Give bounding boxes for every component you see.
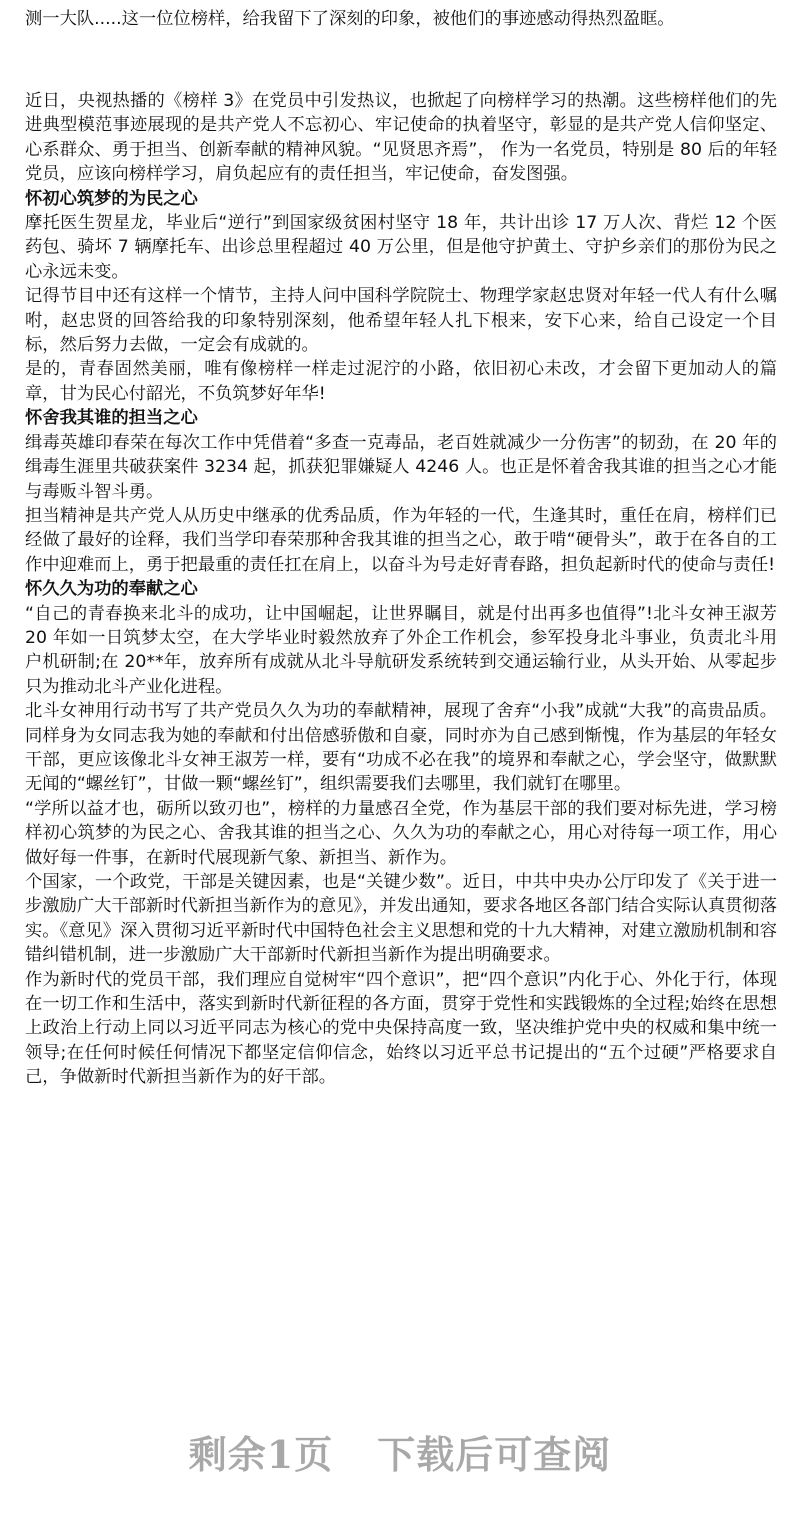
paragraph: 缉毒英雄印春荣在每次工作中凭借着“多查一克毒品，老百姓就减少一分伤害”的韧劲，在 20 年的缉毒生涯里共破获案件 3234 起，抓获犯罪嫌疑人 4246 人。也正是怀着舍我其谁的担当之心才能与毒贩斗智斗勇。 xyxy=(25,432,777,502)
section-heading: 怀久久为功的奉献之心 xyxy=(25,579,198,600)
paragraph: 记得节目中还有这样一个情节，主持人问中国科学院院士、物理学家赵忠贤对年轻一代人有什么嘱咐，赵忠贤的回答给我的印象特别深刻，他希望年轻人扎下根来，安下心来，给自己设定一个目标，然后努力去做，一定会有成就的。 xyxy=(25,286,777,356)
document-body xyxy=(25,89,777,1090)
download-label[interactable]: 下载后可查阅 xyxy=(377,1432,612,1477)
download-prompt[interactable] xyxy=(0,1424,800,1479)
remaining-pages-label[interactable]: 剩余1页 xyxy=(188,1432,334,1477)
intro-tail-text: 测一大队.....这一位位榜样，给我留下了深刻的印象，被他们的事迹感动得热烈盈眶。 xyxy=(25,9,675,29)
section-heading: 怀舍我其谁的担当之心 xyxy=(25,408,198,429)
section-heading: 怀初心筑梦的为民之心 xyxy=(25,188,198,209)
paragraph: 是的，青春固然美丽，唯有像榜样一样走过泥泞的小路，依旧初心未改，才会留下更加动人的篇章，甘为民心付韶光，不负筑梦好年华! xyxy=(25,359,777,404)
paragraph: “学所以益才也，砺所以致刃也”，榜样的力量感召全党，作为基层干部的我们要对标先进，学习榜样初心筑梦的为民之心、舍我其谁的担当之心、久久为功的奉献之心，用心对待每一项工作，用心做好每一件事，在新时代展现新气象、新担当、新作为。 xyxy=(25,798,777,868)
paragraph: “自己的青春换来北斗的成功，让中国崛起，让世界瞩目，就是付出再多也值得”!北斗女神王淑芳 20 年如一日筑梦太空，在大学毕业时毅然放弃了外企工作机会，参军投身北斗事业，负责北斗用户机研制;在 20**年，放弃所有成就从北斗导航研发系统转到交通运输行业，从头开始、从零起步只为推动北斗产业化进程。 xyxy=(25,603,777,697)
intro-tail xyxy=(25,7,777,31)
paragraph: 北斗女神用行动书写了共产党员久久为功的奉献精神，展现了舍弃“小我”成就“大我”的高贵品质。同样身为女同志我为她的奉献和付出倍感骄傲和自豪，同时亦为自己感到惭愧，作为基层的年轻女干部，更应该像北斗女神王淑芳一样，要有“功成不必在我”的境界和奉献之心，学会坚守，做默默无闻的“螺丝钉”，甘做一颗“螺丝钉”，组织需要我们去哪里，我们就钉在哪里。 xyxy=(25,701,777,795)
paragraph: 近日，央视热播的《榜样 3》在党员中引发热议，也掀起了向榜样学习的热潮。这些榜样他们的先进典型模范事迹展现的是共产党人不忘初心、牢记使命的执着坚守，彰显的是共产党人信仰坚定、心系群众、勇于担当、创新奉献的精神风貌。“见贤思齐焉”， 作为一名党员，特别是 80 后的年轻党员，应该向榜样学习，肩负起应有的责任担当，牢记使命，奋发图强。 xyxy=(25,91,777,185)
paragraph: 担当精神是共产党人从历史中继承的优秀品质，作为年轻的一代，生逢其时，重任在肩，榜样们已经做了最好的诠释，我们当学印春荣那种舍我其谁的担当之心，敢于啃“硬骨头”，敢于在各自的工作中迎难而上，勇于把最重的责任扛在肩上，以奋斗为号走好青春路，担负起新时代的使命与责任! xyxy=(25,505,777,575)
paragraph: 作为新时代的党员干部，我们理应自觉树牢“四个意识”，把“四个意识”内化于心、外化于行，体现在一切工作和生活中，落实到新时代新征程的各方面，贯穿于党性和实践锻炼的全过程;始终在思想上政治上行动上同以习近平同志为核心的党中央保持高度一致，坚决维护党中央的权威和集中统一领导;在任何时候任何情况下都坚定信仰信念，始终以习近平总书记提出的“五个过硬”严格要求自己，争做新时代新担当新作为的好干部。 xyxy=(25,969,777,1088)
paragraph: 个国家，一个政党，干部是关键因素，也是“关键少数”。近日，中共中央办公厅印发了《关于进一步激励广大干部新时代新担当新作为的意见》，并发出通知，要求各地区各部门结合实际认真贯彻落实。《意见》深入贯彻习近平新时代中国特色社会主义思想和党的十九大精神，对建立激励机制和容错纠错机制，进一步激励广大干部新时代新担当新作为提出明确要求。 xyxy=(25,872,777,966)
paragraph: 摩托医生贺星龙，毕业后“逆行”到国家级贫困村坚守 18 年，共计出诊 17 万人次、背烂 12 个医药包、骑坏 7 辆摩托车、出诊总里程超过 40 万公里，但是他守护黄土、守护乡亲们的那份为民之心永远未变。 xyxy=(25,213,777,282)
